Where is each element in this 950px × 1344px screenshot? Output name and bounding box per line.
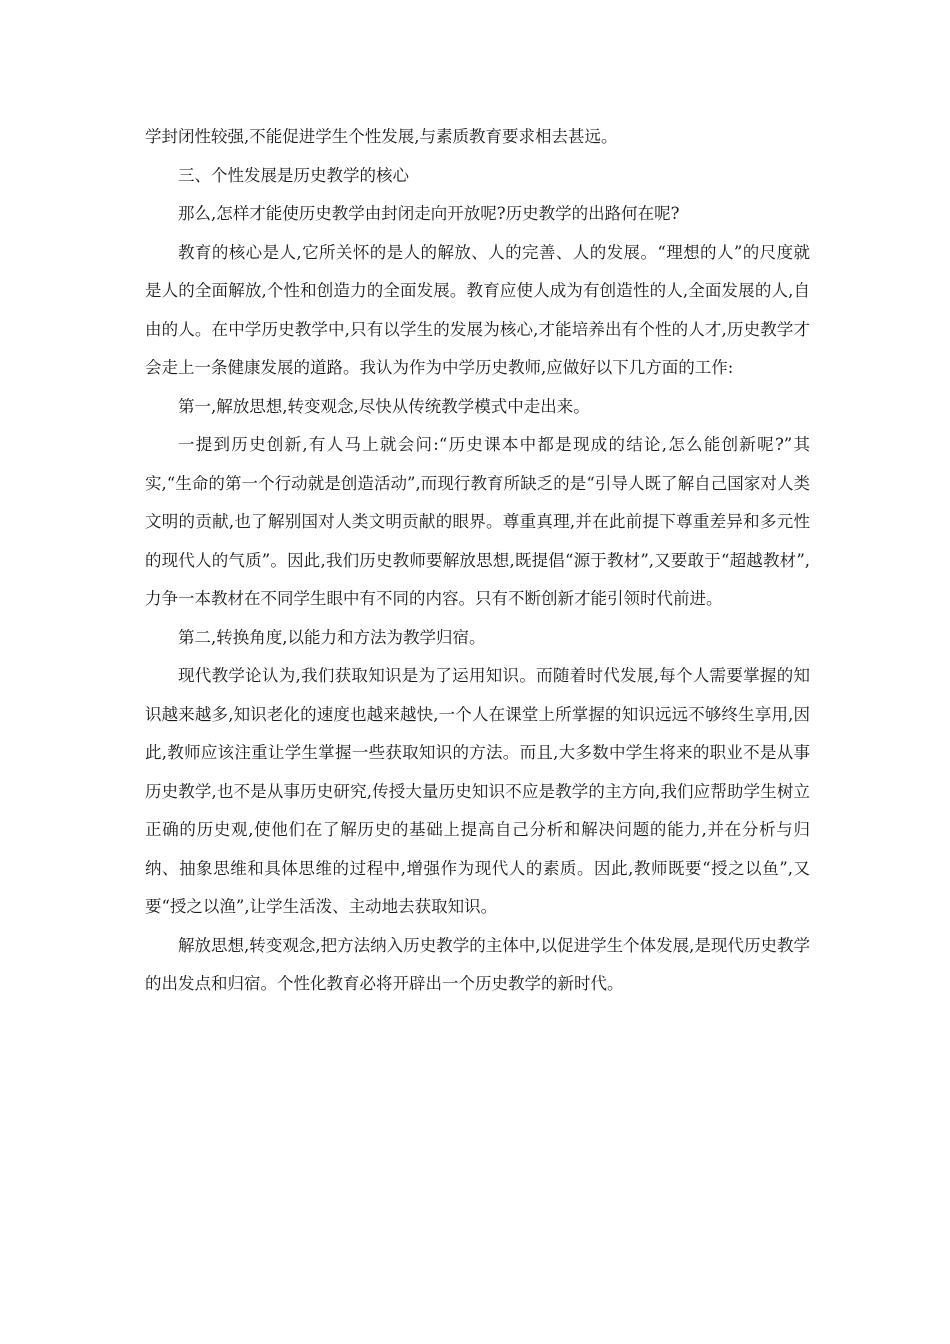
paragraph-continuation: 学封闭性较强,不能促进学生个性发展,与素质教育要求相去甚远。 bbox=[145, 127, 618, 146]
paragraph: 现代教学论认为,我们获取知识是为了运用知识。而随着时代发展,每个人需要掌握的知识越来越多,知识老化的速度也越来越快,一个人在课堂上所掌握的知识远远不够终生享用,因此,教师应该注重让学生掌握一些获取知识的方法。而且,大多数中学生将来的职业不是从事历史教学,也不是从事历史研究,传授大量历史知识不应是教学的主方向,我们应帮助学生树立正确的历史观,使他们在了解历史的基础上提高自己分析和解决问题的能力,并在分析与归纳、抽象思维和具体思维的过程中,增强作为现代人的素质。因此,教师既要“授之以鱼”,又要“授之以渔”,让学生活泼、主动地去获取知识。 bbox=[145, 666, 810, 916]
paragraph: 一提到历史创新,有人马上就会问:“历史课本中都是现成的结论,怎么能创新呢?”其实,“生命的第一个行动就是创造活动”,而现行教育所缺乏的是“引导人既了解自己国家对人类文明的贡献,也了解别国对人类文明贡献的眼界。尊重真理,并在此前提下尊重差异和多元性的现代人的气质”。因此,我们历史教师要解放思想,既提倡“源于教材”,又要敢于“超越教材”,力争一本教材在不同学生眼中有不同的内容。只有不断创新才能引领时代前进。 bbox=[145, 435, 810, 608]
paragraph: 第二,转换角度,以能力和方法为教学归宿。 bbox=[178, 627, 486, 647]
paragraph: 教育的核心是人,它所关怀的是人的解放、人的完善、人的发展。“理想的人”的尺度就是人的全面解放,个性和创造力的全面发展。教育应使人成为有创造性的人,全面发展的人,自由的人。在中学历史教学中,只有以学生的发展为核心,才能培养出有个性的人才,历史教学才会走上一条健康发展的道路。我认为作为中学历史教师,应做好以下几方面的工作: bbox=[145, 242, 810, 377]
paragraph: 那么,怎样才能使历史教学由封闭走向开放呢?历史教学的出路何在呢? bbox=[178, 204, 680, 223]
section-heading: 三、个性发展是历史教学的核心 bbox=[178, 165, 409, 185]
paragraph: 解放思想,转变观念,把方法纳入历史教学的主体中,以促进学生个体发展,是现代历史教学的出发点和归宿。个性化教育必将开辟出一个历史教学的新时代。 bbox=[145, 935, 810, 993]
paragraph: 第一,解放思想,转变观念,尽快从传统教学模式中走出来。 bbox=[178, 396, 590, 416]
document-body bbox=[145, 118, 810, 1004]
